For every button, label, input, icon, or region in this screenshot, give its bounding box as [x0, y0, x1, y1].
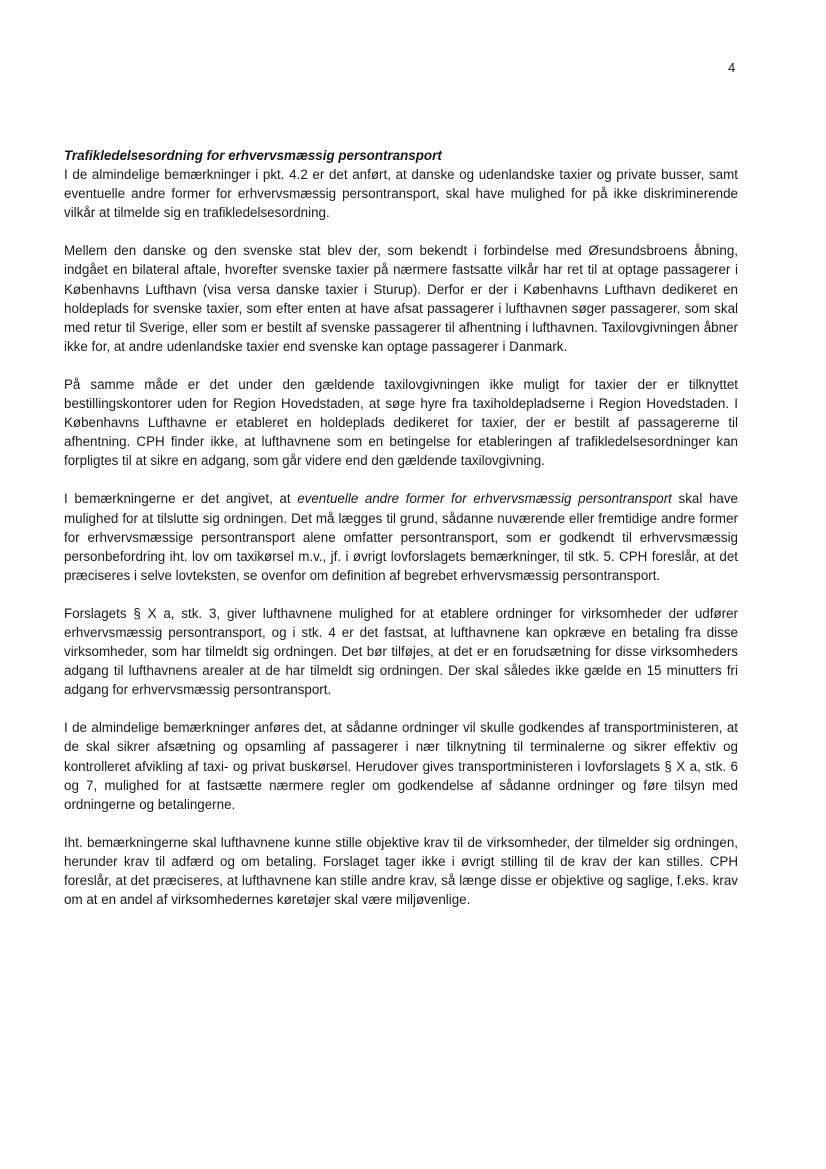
paragraph-4 — [64, 489, 738, 584]
page-number: 4 — [728, 60, 736, 75]
paragraph-5: Forslagets § X a, stk. 3, giver lufthavnene mulighed for at etablere ordninger for virksomheder der udfører erhvervsmæssig persontransport, og i stk. 4 er det fastsat, at lufthavnene kan opkræve en betaling fra disse virksomheder, som har tilmeldt sig ordningen. Det bør tilføjes, at det er en forudsætning for disse virksomheders adgang til lufthavnens arealer at de har tilmeldt sig ordningen. Der skal således ikke gælde en 15 minutters fri adgang for erhvervsmæssig persontransport. — [64, 605, 738, 698]
paragraph-3: På samme måde er det under den gældende taxilovgivningen ikke muligt for taxier der er tilknyttet bestillingskontorer uden for Region Hovedstaden, at søge hyre fra taxiholdepladserne i Region Hovedstaden. I Københavns Lufthavne er etableret en holdeplads dedikeret for taxier, der er bestilt af passagererne til afhentning. CPH finder ikke, at lufthavnene som en betingelse for etableringen af trafikledelsesordninger kan forpligtes til at sikre en adgang, som går videre end den gældende taxilovgivning. — [64, 376, 738, 469]
paragraph-4-before: I bemærkningerne er det angivet, at — [64, 491, 298, 507]
paragraph-4-emphasis: eventuelle andre former for erhvervsmæssig persontransport — [297, 491, 672, 507]
paragraph-6: I de almindelige bemærkninger anføres det, at sådanne ordninger vil skulle godkendes af transportministeren, at de skal sikrer afsætning og opsamling af passagerer i nær tilknytning til terminalerne og sikrer effektiv og kontrolleret afvikling af taxi- og privat buskørsel. Herudover gives transportministeren i lovforslagets § X a, stk. 6 og 7, mulighed for at fastsætte nærmere regler om godkendelse af sådanne ordninger og føre tilsyn med ordningerne og betalingerne. — [64, 720, 738, 812]
paragraph-1: I de almindelige bemærkninger i pkt. 4.2 er det anført, at danske og udenlandske taxier og private busser, samt eventuelle andre former for erhvervsmæssig persontransport, skal have mulighed for på ikke diskriminerende vilkår at tilmelde sig en trafikledelsesordning. — [64, 167, 738, 221]
paragraph-2: Mellem den danske og den svenske stat blev der, som bekendt i forbindelse med Øresundsbroens åbning, indgået en bilateral aftale, hvorefter svenske taxier på nærmere fastsatte vilkår har ret til at optage passagerer i Københavns Lufthavn (visa versa danske taxier i Sturup). Derfor er der i Københavns Lufthavn dedikeret en holdeplads for svenske taxier, som efter enten at have afsat passagerer i lufthavnen søger passagerer, som skal med retur til Sverige, eller som er bestilt af svenske passagerer til afhentning i lufthavnen. Taxilovgivningen åbner ikke for, at andre udenlandske taxier end svenske kan optage passagerer i Danmark. — [64, 243, 738, 354]
document-body — [64, 146, 738, 909]
paragraph-4-after: skal have mulighed for at tilslutte sig ordningen. Det må lægges til grund, sådanne nuværende eller fremtidige andre former for erhvervsmæssige persontransport alene omfatter persontransport, som er godkendt til erhvervsmæssig personbefordring iht. lov om taxikørsel m.v., jf. i øvrigt lovforslagets bemærkninger, til stk. 5. CPH foreslår, at det præciseres i selve lovteksten, se ovenfor om definition af begrebet erhvervsmæssig persontransport. — [64, 491, 738, 583]
paragraph-7: Iht. bemærkningerne skal lufthavnene kunne stille objektive krav til de virksomheder, der tilmelder sig ordningen, herunder krav til adfærd og om betaling. Forslaget tager ikke i øvrigt stilling til de krav der kan stilles. CPH foreslår, at det præciseres, at lufthavnene kan stille andre krav, så længe disse er objektive og saglige, f.eks. krav om at en andel af virksomhedernes køretøjer skal være miljøvenlige. — [64, 834, 738, 908]
section-heading: Trafikledelsesordning for erhvervsmæssig persontransport — [64, 148, 442, 163]
